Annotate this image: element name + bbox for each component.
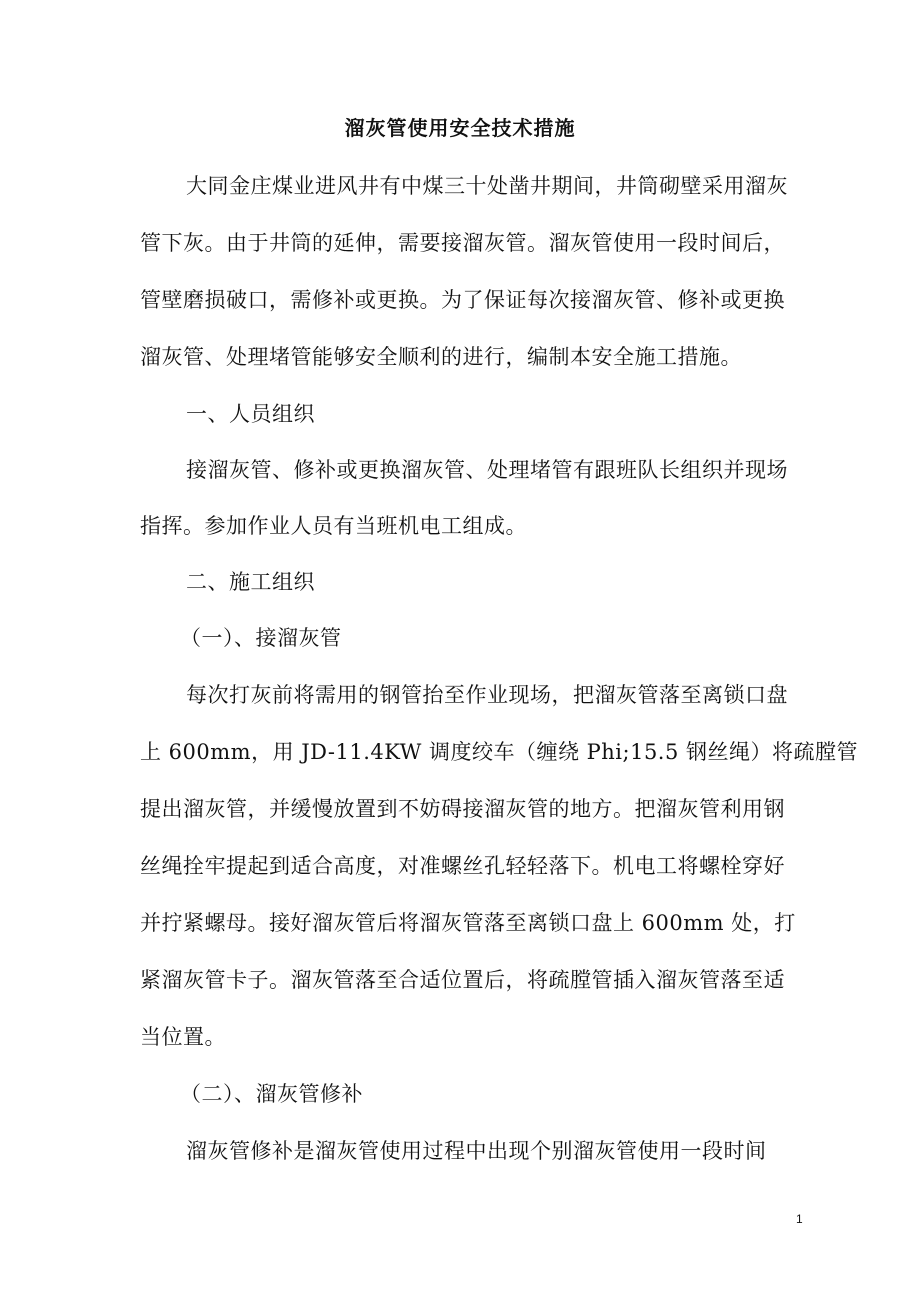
- document-title: 溜灰管使用安全技术措施: [344, 116, 576, 140]
- paragraph-line: 提出溜灰管，并缓慢放置到不妨碍接溜灰管的地方。把溜灰管利用钢: [140, 797, 785, 821]
- paragraph-line: 溜灰管修补是溜灰管使用过程中出现个别溜灰管使用一段时间: [186, 1139, 767, 1163]
- section-heading: 一、人员组织: [186, 402, 315, 426]
- paragraph-line: 紧溜灰管卡子。溜灰管落至合适位置后，将疏膛管插入溜灰管落至适: [140, 968, 785, 992]
- paragraph-line: 每次打灰前将需用的钢管抬至作业现场，把溜灰管落至离锁口盘: [186, 683, 788, 707]
- paragraph-line: 溜灰管、处理堵管能够安全顺利的进行，编制本安全施工措施。: [140, 345, 742, 369]
- paragraph-line: 大同金庄煤业进风井有中煤三十处凿井期间，井筒砌壁采用溜灰: [186, 174, 788, 198]
- paragraph-line: 上 600mm，用 JD-11.4KW 调度绞车（缠绕 Phi;15.5 钢丝绳）将疏膛管: [140, 740, 859, 764]
- paragraph-line: 丝绳拴牢提起到适合高度，对准螺丝孔轻轻落下。机电工将螺栓穿好: [140, 854, 785, 878]
- page-number: 1: [796, 1212, 803, 1226]
- paragraph-line: 管壁磨损破口，需修补或更换。为了保证每次接溜灰管、修补或更换: [140, 288, 785, 312]
- paragraph-line: 接溜灰管、修补或更换溜灰管、处理堵管有跟班队长组织并现场: [186, 458, 788, 482]
- section-heading: 二、施工组织: [186, 570, 315, 594]
- paragraph-line: 指挥。参加作业人员有当班机电工组成。: [140, 514, 527, 538]
- subsection-heading: （一）、接溜灰管: [180, 626, 342, 650]
- paragraph-line: 管下灰。由于井筒的延伸，需要接溜灰管。溜灰管使用一段时间后，: [140, 231, 785, 255]
- subsection-heading: （二）、溜灰管修补: [180, 1082, 363, 1106]
- paragraph-line: 当位置。: [140, 1025, 226, 1049]
- paragraph-line: 并拧紧螺母。接好溜灰管后将溜灰管落至离锁口盘上 600mm 处，打: [140, 911, 796, 935]
